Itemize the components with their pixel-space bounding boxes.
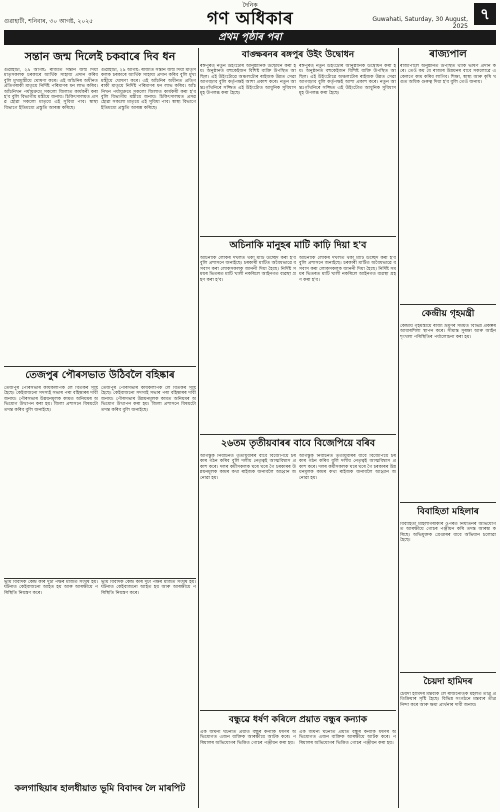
headline-rangpur: বাঙ্ক্ষৰনৰ ৰঙ্গপুৰ উইং উদ্বোধন xyxy=(241,50,355,60)
headline-governor: ৰাজ্যপাল xyxy=(429,49,467,60)
masthead-title: গণ অধিকাৰ xyxy=(206,9,294,29)
story-bjp-col1: আগন্তুক নিৰ্বাচনত তৃতীয়বাৰৰ বাবে বিজেপিয়ে চৰকাৰ গঠন কৰিব বুলি দলীয় নেতৃত্বই আত্মবিশ্বাস প্ৰকাশ কৰে। দলৰ কৰ্মীসকলক ঘৰে ঘৰে গৈ চৰকাৰৰ উন্নয়নমূলক কামৰ কথা ৰাইজক জনাবলৈ আহ্বান জনোৱা হয়। xyxy=(200,454,296,481)
date-right: Guwahati, Saturday, 30 August, 2025 xyxy=(372,16,468,30)
story-left-lower-col2: ভূমি বিবাদক কেন্দ্ৰ কৰি দুটা পক্ষৰ মাজত সংঘৰ্ষ হয়। ঘটনাত কেইবাজনো আহত হয় আৰু আৰক্ষীয়ে পৰিস্থিতি নিয়ন্ত্ৰণ কৰে। xyxy=(101,580,196,596)
masthead-small: দৈনিক xyxy=(242,2,258,9)
story-childbirth-col1: গুৱাহাটী, ২৯ আগষ্ট: ৰাজ্যত সন্তান জন্ম দিয়া মাতৃসকলক চৰকাৰে আৰ্থিক সাহায্য প্ৰদান কৰিব বুলি মুখ্যমন্ত্ৰীয়ে ঘোষণা কৰে। এই আঁচনিৰ অধীনত প্ৰতিগৰাকী মাতৃয়ে নিৰ্দিষ্ট পৰিমাণৰ ধন লাভ কৰিব। আঁচনিখন পৰ্যায়ক্ৰমে সকলো জিলাত কাৰ্যকৰী কৰা হ'ব বুলি বিভাগীয় মন্ত্ৰীয়ে জনায়। চিকিৎসালয়ত প্ৰসৱ হোৱা সকলো মাতৃয়ে এই সুবিধা পাব। স্বাস্থ্য বিভাগে ইতিমধ্যে প্ৰস্তুতি আৰম্ভ কৰিছে। xyxy=(4,68,98,111)
story-rangpur-col1: ৰঙ্গপুৰত নতুন উইংটোৰ আনুষ্ঠানিক উদ্বোধন কৰা হয়। অনুষ্ঠানত বহুকেইজন বিশিষ্ট ব্যক্তি উপস্থিত আছিল। এই উইংটোৱে অঞ্চলটোৰ ৰাইজক উন্নত সেৱা আগবঢ়াব বুলি কৰ্তৃপক্ষই আশা প্ৰকাশ কৰে। নতুন আন্তঃগাঁথনিৰে সজ্জিত এই উইংটোত আধুনিক সুবিধাসমূহ উপলব্ধ কৰা হৈছে। xyxy=(200,64,296,97)
section-rule xyxy=(400,672,496,673)
story-tezpur-col1: তেজপুৰ পৌৰসভাৰ কাৰ্যকলাপক লৈ বিতৰ্কৰ সৃষ্টি হৈছে। কেইবাজনো সদস্যই সভাৰ পৰা বহিষ্কাৰৰ দাবী জনায়। পৌৰসভাৰ উন্নয়নমূলক কামত অনিয়মৰ অভিযোগ উত্থাপন কৰা হয়। জিলা প্ৰশাসনে বিষয়টো তদন্ত কৰিব বুলি জনাইছে। xyxy=(4,386,98,413)
headline-land: অচিনাকি মানুহৰ মাটি কাঢ়ি দিয়া হ'ব xyxy=(229,240,367,251)
column-rule xyxy=(398,48,399,808)
section-rule xyxy=(4,578,196,579)
date-left: গুৱাহাটী, শনিবাৰ, ৩০ আগষ্ট, ২০২৫ xyxy=(4,18,94,25)
page-number: ৭ xyxy=(474,3,496,25)
headline-married-woman: বিবাহিতা মহিলাৰ xyxy=(417,507,479,517)
section-rule xyxy=(200,710,396,711)
story-assault-col2: এক জঘন্য ঘটনাত প্ৰয়াত বন্ধুৰ কন্যাক ধৰ্ষণৰ অভিযোগত এজন ব্যক্তিক আৰক্ষীয়ে আটক কৰে। পৰিয়ালৰ অভিযোগৰ ভিত্তিত গোচৰ পঞ্জীয়ন কৰা হয়। xyxy=(299,730,396,746)
headline-assault: বন্ধুৱে ধৰ্ষণ কৰিলে প্ৰয়াত বন্ধুৰ কন্যাক xyxy=(228,715,368,725)
headline-syeda-hamid: চৈয়দা হামিদৰ xyxy=(423,677,473,687)
headline-bjp: ২৬তম তৃতীয়বাৰৰ বাবে বিজেপিয়ে বৰিব xyxy=(221,438,375,449)
story-assault-col1: এক জঘন্য ঘটনাত প্ৰয়াত বন্ধুৰ কন্যাক ধৰ্ষণৰ অভিযোগত এজন ব্যক্তিক আৰক্ষীয়ে আটক কৰে। পৰিয়ালৰ অভিযোগৰ ভিত্তিত গোচৰ পঞ্জীয়ন কৰা হয়। xyxy=(200,730,296,746)
story-land-col2: অচিনাকি লোকৰ দখলত থকা মাটি উচ্ছেদ কৰা হ'ব বুলি প্ৰশাসনে জনাইছে। চৰকাৰী মাটিত অবৈধভাৱে বসবাস কৰা লোকসকলক জাননী দিয়া হৈছে। নিৰ্দিষ্ট সময়ৰ ভিতৰত মাটি খালী নকৰিলে আইনগত ব্যৱস্থা গ্ৰহণ কৰা হ'ব। xyxy=(299,256,396,283)
story-bjp-col2: আগন্তুক নিৰ্বাচনত তৃতীয়বাৰৰ বাবে বিজেপিয়ে চৰকাৰ গঠন কৰিব বুলি দলীয় নেতৃত্বই আত্মবিশ্বাস প্ৰকাশ কৰে। দলৰ কৰ্মীসকলক ঘৰে ঘৰে গৈ চৰকাৰৰ উন্নয়নমূলক কামৰ কথা ৰাইজক জনাবলৈ আহ্বান জনোৱা হয়। xyxy=(299,454,396,481)
story-home-minister: কেন্দ্ৰীয় গৃহমন্ত্ৰীয়ে ৰাজ্য ভ্ৰমণৰ সময়ত বিভিন্ন প্ৰকল্পৰ আধাৰশিলা স্থাপন কৰে। সীমান্ত সুৰক্ষা আৰু আইন শৃংখলা পৰিস্থিতিৰ পৰ্যালোচনা কৰা হয়। xyxy=(400,324,496,340)
story-rangpur-col2: ৰঙ্গপুৰত নতুন উইংটোৰ আনুষ্ঠানিক উদ্বোধন কৰা হয়। অনুষ্ঠানত বহুকেইজন বিশিষ্ট ব্যক্তি উপস্থিত আছিল। এই উইংটোৱে অঞ্চলটোৰ ৰাইজক উন্নত সেৱা আগবঢ়াব বুলি কৰ্তৃপক্ষই আশা প্ৰকাশ কৰে। নতুন আন্তঃগাঁথনিৰে সজ্জিত এই উইংটোত আধুনিক সুবিধাসমূহ উপলব্ধ কৰা হৈছে। xyxy=(299,64,396,97)
story-tezpur-col2: তেজপুৰ পৌৰসভাৰ কাৰ্যকলাপক লৈ বিতৰ্কৰ সৃষ্টি হৈছে। কেইবাজনো সদস্যই সভাৰ পৰা বহিষ্কাৰৰ দাবী জনায়। পৌৰসভাৰ উন্নয়নমূলক কামত অনিয়মৰ অভিযোগ উত্থাপন কৰা হয়। জিলা প্ৰশাসনে বিষয়টো তদন্ত কৰিব বুলি জনাইছে। xyxy=(101,386,196,413)
story-married-woman: বিবাহিতা মহিলাগৰাকীৰ ওপৰত নিৰ্যাতনৰ অভিযোগত আৰক্ষীয়ে গোচৰ পঞ্জীয়ন কৰি তদন্ত আৰম্ভ কৰিছে। অভিযুক্তক গ্ৰেপ্তাৰৰ বাবে অভিযান চলোৱা হৈছে। xyxy=(400,522,496,544)
section-rule xyxy=(400,502,496,503)
section-rule xyxy=(200,434,396,435)
story-left-lower-col1: ভূমি বিবাদক কেন্দ্ৰ কৰি দুটা পক্ষৰ মাজত সংঘৰ্ষ হয়। ঘটনাত কেইবাজনো আহত হয় আৰু আৰক্ষীয়ে পৰিস্থিতি নিয়ন্ত্ৰণ কৰে। xyxy=(4,580,98,596)
headline-home-minister: কেন্দ্ৰীয় গৃহমন্ত্ৰী xyxy=(421,309,475,319)
story-childbirth-col2: গুৱাহাটী, ২৯ আগষ্ট: ৰাজ্যত সন্তান জন্ম দিয়া মাতৃসকলক চৰকাৰে আৰ্থিক সাহায্য প্ৰদান কৰিব বুলি মুখ্যমন্ত্ৰীয়ে ঘোষণা কৰে। এই আঁচনিৰ অধীনত প্ৰতিগৰাকী মাতৃয়ে নিৰ্দিষ্ট পৰিমাণৰ ধন লাভ কৰিব। আঁচনিখন পৰ্যায়ক্ৰমে সকলো জিলাত কাৰ্যকৰী কৰা হ'ব বুলি বিভাগীয় মন্ত্ৰীয়ে জনায়। চিকিৎসালয়ত প্ৰসৱ হোৱা সকলো মাতৃয়ে এই সুবিধা পাব। স্বাস্থ্য বিভাগে ইতিমধ্যে প্ৰস্তুতি আৰম্ভ কৰিছে। xyxy=(101,68,196,111)
masthead xyxy=(175,3,325,29)
story-syeda-hamid: চৈয়দা হামিদৰ মন্তব্যক লৈ ৰাজনৈতিক মহলত তীব্ৰ প্ৰতিক্ৰিয়াৰ সৃষ্টি হৈছে। বিভিন্ন সংগঠনে মন্তব্যৰ তীব্ৰ নিন্দা কৰে আৰু ক্ষমা প্ৰাৰ্থনাৰ দাবী জনায়। xyxy=(400,692,496,708)
story-land-col1: অচিনাকি লোকৰ দখলত থকা মাটি উচ্ছেদ কৰা হ'ব বুলি প্ৰশাসনে জনাইছে। চৰকাৰী মাটিত অবৈধভাৱে বসবাস কৰা লোকসকলক জাননী দিয়া হৈছে। নিৰ্দিষ্ট সময়ৰ ভিতৰত মাটি খালী নকৰিলে আইনগত ব্যৱস্থা গ্ৰহণ কৰা হ'ব। xyxy=(200,256,296,283)
headline-childbirth: সন্তান জন্ম দিলেই চকবাৰে দিব ধন xyxy=(24,50,176,63)
section-rule xyxy=(400,304,496,305)
section-rule xyxy=(200,236,396,237)
headline-tezpur: তেজপুৰ পৌৰসভাত উঠিবলৈ বহিষ্কাৰ xyxy=(25,370,175,381)
section-rule xyxy=(4,366,196,367)
column-rule xyxy=(198,48,199,808)
story-governor: ৰাজ্যপালে অনুষ্ঠানত উপস্থিত থাকি ভাষণ প্ৰদান কৰে। তেওঁ কয় যে ৰাজ্যৰ উন্নয়নৰ বাবে সকলোৱে একেলগে কাম কৰিব লাগিব। শিক্ষা, স্বাস্থ্য আৰু কৃষি খণ্ডত অধিক গুৰুত্ব দিয়া হ'ব বুলি তেওঁ জনায়। xyxy=(400,64,496,86)
section-banner: প্ৰথম পৃষ্ঠাৰ পৰা xyxy=(4,30,496,45)
headline-land-dispute: কলগাছিয়াৰ হালধীয়াত ভূমি বিবাদৰ লৈ মাৰপিট xyxy=(14,784,186,794)
